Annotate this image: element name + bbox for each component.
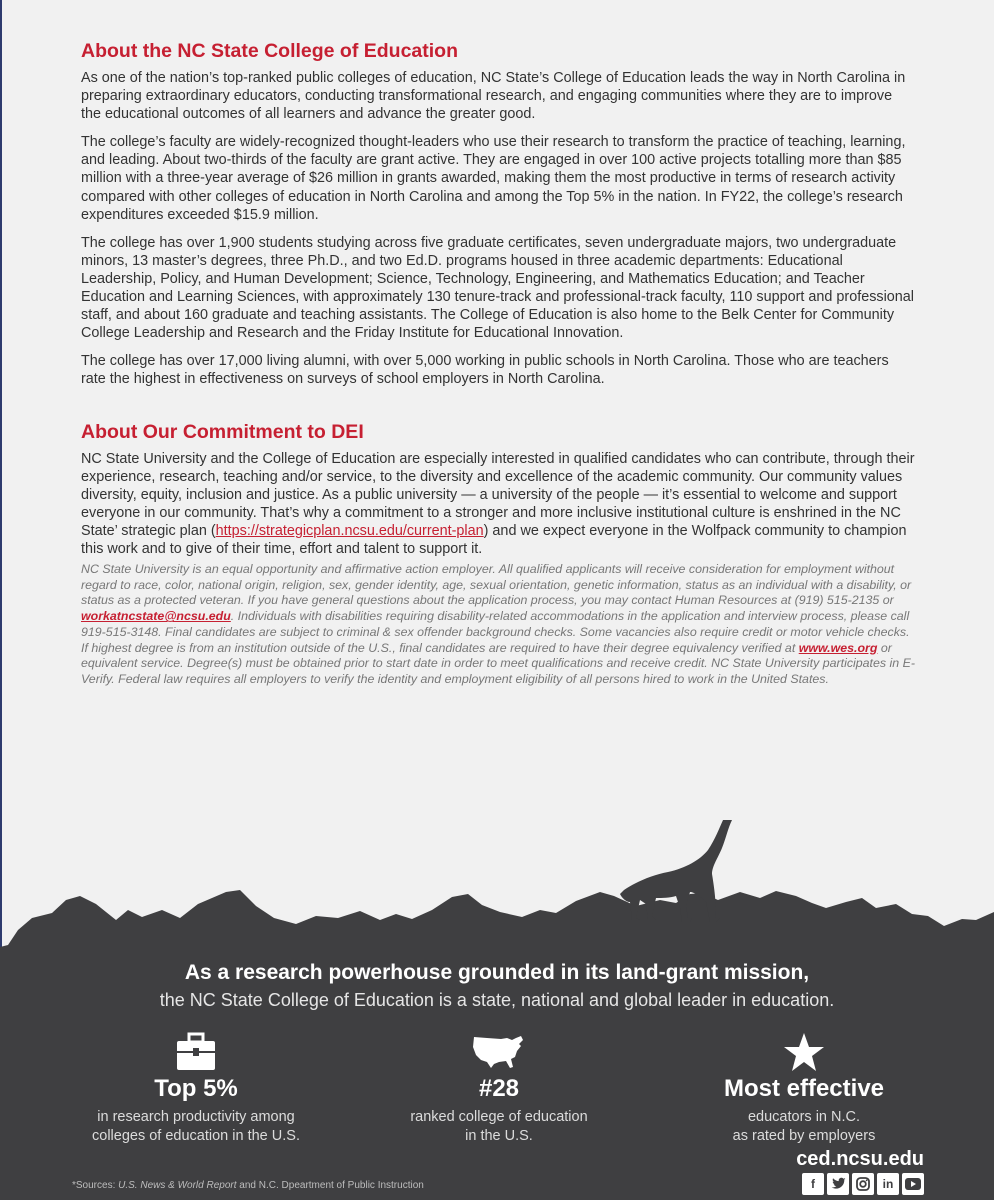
facebook-icon[interactable]: f [802,1173,824,1195]
sources-footnote [72,1180,424,1191]
stat-ranking-line-1: ranked college of education [410,1109,588,1125]
star-icon [654,1030,954,1074]
tagline-sub: the NC State College of Education is a state, national and global leader in education. [159,990,835,1010]
briefcase-icon [46,1030,346,1074]
stat-ranking-line-2: in the U.S. [465,1128,533,1144]
about-paragraph-3: The college has over 1,900 students studying across five graduate certificates, seven undergraduate majors, two undergraduate minors, 13 master’s degrees, three Ph.D., and two Ed.D. programs housed in three academic departments: Educational Leadership, Policy, and Human Development; Science, Technology, Engineering, and Mathematics Education; and Teacher Education and Learning Sciences, with approximately 130 tenure-track and professional-track faculty, 110 support and professional staff, and about 160 graduate and teaching assistants. The College of Education is also home to the Belk Center for Community College Leadership and Research and the Friday Institute for Educational Innovation. [81,234,915,342]
stat-ranking-headline: #28 [478,1075,520,1102]
stat-research-headline: Top 5% [154,1075,238,1102]
social-icons [802,1173,924,1195]
stat-ranking [349,1030,649,1146]
linkedin-icon[interactable]: in [877,1173,899,1195]
stat-research-line-2: colleges of education in the U.S. [92,1128,300,1144]
footnote-source-usnews: U.S. News & World Report [118,1180,237,1191]
stat-effective-line-1: educators in N.C. [747,1109,861,1125]
stat-research-description [46,1108,346,1146]
about-paragraph-2: The college’s faculty are widely-recognized thought-leaders who use their research to transform the practice of teaching, learning, and leading. About two-thirds of the faculty are grant active. They are engaged in over 100 active projects totalling more than $85 million with a three-year average of $26 million in grants awarded, making them the most productive in terms of research activity compared with other colleges of education in North Carolina and among the Top 5% in the nation. In FY22, the college’s research expenditures exceeded $15.9 million. [81,134,906,223]
dei-text-part-1: NC State University and the College of Education are especially interested in qualified candidates who can contribute, through their experience, research, teaching and/or service, to the diversity and excellence of the academic community. Our community values diversity, equity, inclusion and justice. As a public university — a university of the people — it’s essential to welcome and support everyone in our community. That’s why a commitment to a stronger and more inclusive institutional culture is enshrined in the NC State’ strategic plan ( [81,450,915,539]
stat-effective-description [654,1108,954,1146]
tagline-bold: As a research powerhouse grounded in its land-grant mission, [184,961,810,984]
stat-effective-headline: Most effective [723,1075,885,1102]
about-paragraph-4: The college has over 17,000 living alumni, with over 5,000 working in public schools in North Carolina. Those who are teachers rate the highest in effectiveness on surveys of school employers in North Carolina. [81,353,889,388]
stat-effective-line-2: as rated by employers [732,1128,876,1144]
dei-paragraph [81,450,916,559]
youtube-icon[interactable] [902,1173,924,1195]
left-rule [0,0,2,960]
stat-research-line-1: in research productivity among [97,1109,295,1125]
wes-link[interactable]: www.wes.org [798,640,878,655]
usa-map-icon [349,1030,649,1074]
eeo-text-part-1: NC State University is an equal opportunity and affirmative action employer. All qualified applicants will receive consideration for employment without regard to race, color, national origin, religion, sex, gender identity, age, sexual orientation, genetic information, status as an individual with a disability, or status as a protected veteran. If you have general questions about the application process, you may contact Human Resources at (919) 515-2135 or [81,562,912,608]
eeo-statement [81,562,916,688]
footnote-source-rest: and N.C. Dpeartment of Public Instruction [236,1180,424,1191]
hr-email-link[interactable]: workatncstate@ncsu.edu [81,609,231,624]
twitter-icon[interactable] [827,1173,849,1195]
instagram-icon[interactable] [852,1173,874,1195]
website-link[interactable]: ced.ncsu.edu [796,1148,924,1170]
stat-research [46,1030,346,1146]
stat-effective [654,1030,954,1146]
strategic-plan-link[interactable]: https://strategicplan.ncsu.edu/current-plan [215,522,484,539]
about-heading: About the NC State College of Education [81,40,459,62]
stat-ranking-description [349,1108,649,1146]
about-paragraph-1: As one of the nation’s top-ranked public colleges of education, NC State’s College of Education leads the way in North Carolina in preparing extraordinary educators, conducting transformational research, and engaging communities where they are to improve the educational outcomes of all learners and advance the greater good. [81,70,906,123]
main-content [81,40,916,688]
footnote-prefix: *Sources: [72,1180,119,1191]
eeo-text-part-2: . Individuals with disabilities requiring disability-related accommodations in the application and interview process, please call 919-515-3148. Final candidates are subject to criminal & sex offender background checks. Some vacancies also require credit or motor vehicle checks. If highest degree is from an institution outside of the U.S., final candidates are required to have their degree equivalency verified at [81,609,910,655]
eeo-text-part-3: or equivalent service. Degree(s) must be obtained prior to start date in order to meet qualifications and receive credit. NC State University participates in E-Verify. Federal law requires all employers to verify the identity and employment eligibility of all persons hired to work in the United States. [81,640,916,686]
dei-heading: About Our Commitment to DEI [81,420,364,443]
dei-text-part-2: ) and we expect everyone in the Wolfpack community to champion this work and to give of their time, effort and talent to support it. [81,522,907,557]
